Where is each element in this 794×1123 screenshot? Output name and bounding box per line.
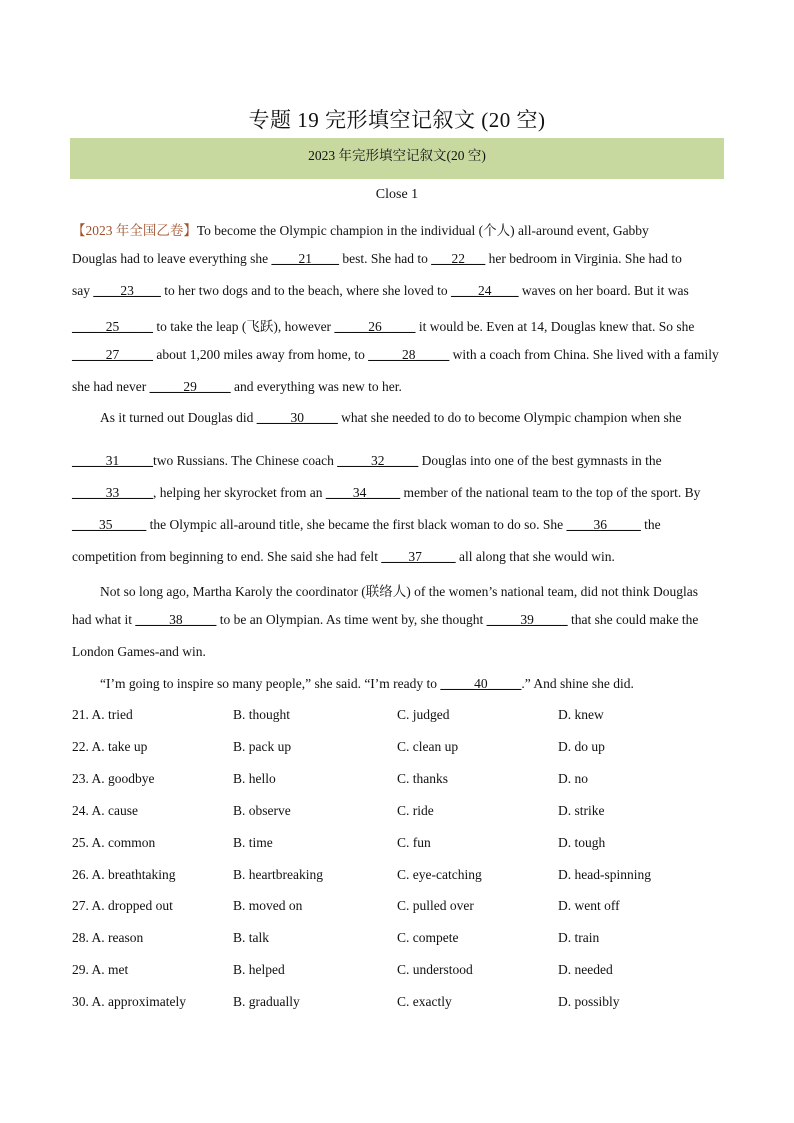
option-choice: D. no xyxy=(558,771,588,786)
passage-text: , helping her skyrocket from an xyxy=(153,485,326,500)
option-choice: D. knew xyxy=(558,707,604,722)
passage-line xyxy=(72,549,615,565)
passage-line xyxy=(72,676,634,692)
option-choice: D. strike xyxy=(558,803,605,818)
passage-text: her bedroom in Virginia. She had to xyxy=(485,251,682,266)
option-choice: 27. A. dropped out xyxy=(72,898,173,913)
option-choice: B. thought xyxy=(233,707,291,722)
option-choice: C. ride xyxy=(397,803,434,818)
passage-line xyxy=(72,379,402,395)
passage-text: that she could make the xyxy=(567,612,699,627)
passage-text: to take the leap (飞跃), however xyxy=(153,319,335,334)
option-choice: B. heartbreaking xyxy=(233,867,323,882)
banner-text: 2023 年完形填空记叙文(20 空) xyxy=(308,148,486,163)
option-row xyxy=(72,803,722,823)
option-choice: B. observe xyxy=(233,803,291,818)
option-row xyxy=(72,898,722,918)
answer-blank: _____29_____ xyxy=(149,379,231,394)
option-row xyxy=(72,962,722,982)
passage-line xyxy=(72,485,700,501)
option-choice: B. hello xyxy=(233,771,276,786)
option-choice: B. moved on xyxy=(233,898,303,913)
passage-text: to her two dogs and to the beach, where she loved to xyxy=(160,283,452,298)
option-choice: D. tough xyxy=(558,835,606,850)
answer-blank: _____26_____ xyxy=(334,319,416,334)
passage-text: the Olympic all-around title, she became the first black woman to do so. She xyxy=(146,517,567,532)
option-choice: C. compete xyxy=(397,930,459,945)
passage-line xyxy=(72,251,682,267)
answer-blank: _____39_____ xyxy=(486,612,568,627)
passage-line xyxy=(72,315,694,335)
option-choice: C. pulled over xyxy=(397,898,474,913)
option-choice: C. fun xyxy=(397,835,431,850)
option-choice: D. possibly xyxy=(558,994,620,1009)
passage-text: she had never xyxy=(72,379,150,394)
answer-blank: ____23____ xyxy=(93,283,161,298)
answer-blank: ____35_____ xyxy=(72,517,147,532)
passage-text: about 1,200 miles away from home, to xyxy=(153,347,369,362)
answer-blank: ____24____ xyxy=(451,283,519,298)
passage-text: it would be. Even at 14, Douglas knew that. So she xyxy=(415,319,695,334)
passage-text: “I’m going to inspire so many people,” she said. “I’m ready to xyxy=(100,676,441,691)
option-choice: D. needed xyxy=(558,962,613,977)
option-choice: 28. A. reason xyxy=(72,930,144,945)
passage-line xyxy=(72,517,661,533)
passage-line xyxy=(72,410,682,426)
passage-text: .” And shine she did. xyxy=(521,676,634,691)
option-choice: C. understood xyxy=(397,962,473,977)
option-choice: C. exactly xyxy=(397,994,452,1009)
option-choice: 23. A. goodbye xyxy=(72,771,155,786)
source-tag: 【2023 年全国乙卷】 xyxy=(72,223,197,238)
passage-text: Douglas into one of the best gymnasts in the xyxy=(418,453,662,468)
answer-blank: _____27_____ xyxy=(72,347,153,362)
option-row xyxy=(72,994,722,1014)
answer-blank: ____34_____ xyxy=(325,485,401,500)
passage-line xyxy=(72,219,649,239)
passage-text: As it turned out Douglas did xyxy=(100,410,257,425)
answer-blank: ___22___ xyxy=(431,251,486,266)
option-choice: 25. A. common xyxy=(72,835,156,850)
passage-text: London Games-and win. xyxy=(72,644,206,659)
option-choice: B. pack up xyxy=(233,739,292,754)
answer-blank: _____38_____ xyxy=(135,612,217,627)
option-row xyxy=(72,771,722,791)
passage-line xyxy=(72,612,698,628)
passage-text: Not so long ago, Martha Karoly the coordinator (联络人) of the women’s national team, did not think Douglas xyxy=(100,584,699,599)
option-row xyxy=(72,835,722,855)
passage-text: all along that she would win. xyxy=(455,549,615,564)
option-choice: 22. A. take up xyxy=(72,739,148,754)
section-banner xyxy=(70,138,724,179)
passage-text: two Russians. The Chinese coach xyxy=(153,453,338,468)
answer-blank: _____31_____ xyxy=(72,453,153,468)
passage-text: To become the Olympic champion in the individual (个人) all-around event, Gabby xyxy=(196,223,649,238)
passage-line xyxy=(72,283,689,299)
passage-text: member of the national team to the top of the sport. By xyxy=(400,485,701,500)
answer-blank: _____25_____ xyxy=(72,319,153,334)
option-row xyxy=(72,930,722,950)
passage-text: what she needed to do to become Olympic champion when she xyxy=(337,410,682,425)
passage-text: say xyxy=(72,283,94,298)
passage-line xyxy=(72,347,719,363)
passage-line xyxy=(72,580,698,600)
answer-blank: _____33_____ xyxy=(72,485,153,500)
option-choice: 24. A. cause xyxy=(72,803,138,818)
option-choice: D. train xyxy=(558,930,600,945)
option-choice: D. head-spinning xyxy=(558,867,651,882)
passage-text: Douglas had to leave everything she xyxy=(72,251,272,266)
passage-text: with a coach from China. She lived with a family xyxy=(449,347,719,362)
option-choice: B. gradually xyxy=(233,994,300,1009)
answer-blank: _____40_____ xyxy=(440,676,522,691)
section-label: Close 1 xyxy=(375,187,419,202)
passage-line xyxy=(72,453,662,469)
option-row xyxy=(72,707,722,727)
option-row xyxy=(72,867,722,887)
page-title: 专题 19 完形填空记叙文 (20 空) xyxy=(248,108,546,132)
passage-text: to be an Olympian. As time went by, she thought xyxy=(216,612,487,627)
passage-text: competition from beginning to end. She said she had felt xyxy=(72,549,382,564)
option-row xyxy=(72,739,722,759)
passage-text: had what it xyxy=(72,612,136,627)
option-choice: 30. A. approximately xyxy=(72,994,186,1009)
option-choice: C. clean up xyxy=(397,739,459,754)
option-choice: C. eye-catching xyxy=(397,867,482,882)
option-choice: C. judged xyxy=(397,707,450,722)
answer-blank: ____37_____ xyxy=(381,549,456,564)
passage-text: the xyxy=(640,517,661,532)
answer-blank: ____36_____ xyxy=(566,517,641,532)
answer-blank: ____21____ xyxy=(271,251,339,266)
option-choice: 26. A. breathtaking xyxy=(72,867,176,882)
answer-blank: _____32_____ xyxy=(337,453,419,468)
passage-text: and everything was new to her. xyxy=(230,379,402,394)
option-choice: B. time xyxy=(233,835,273,850)
option-choice: C. thanks xyxy=(397,771,449,786)
option-choice: 21. A. tried xyxy=(72,707,133,722)
option-choice: B. talk xyxy=(233,930,269,945)
passage-text: best. She had to xyxy=(338,251,432,266)
option-choice: D. do up xyxy=(558,739,605,754)
answer-blank: _____30_____ xyxy=(256,410,338,425)
option-choice: B. helped xyxy=(233,962,285,977)
passage-text: waves on her board. But it was xyxy=(518,283,689,298)
option-choice: 29. A. met xyxy=(72,962,129,977)
answer-blank: _____28_____ xyxy=(368,347,450,362)
passage-line xyxy=(72,644,206,660)
option-choice: D. went off xyxy=(558,898,620,913)
